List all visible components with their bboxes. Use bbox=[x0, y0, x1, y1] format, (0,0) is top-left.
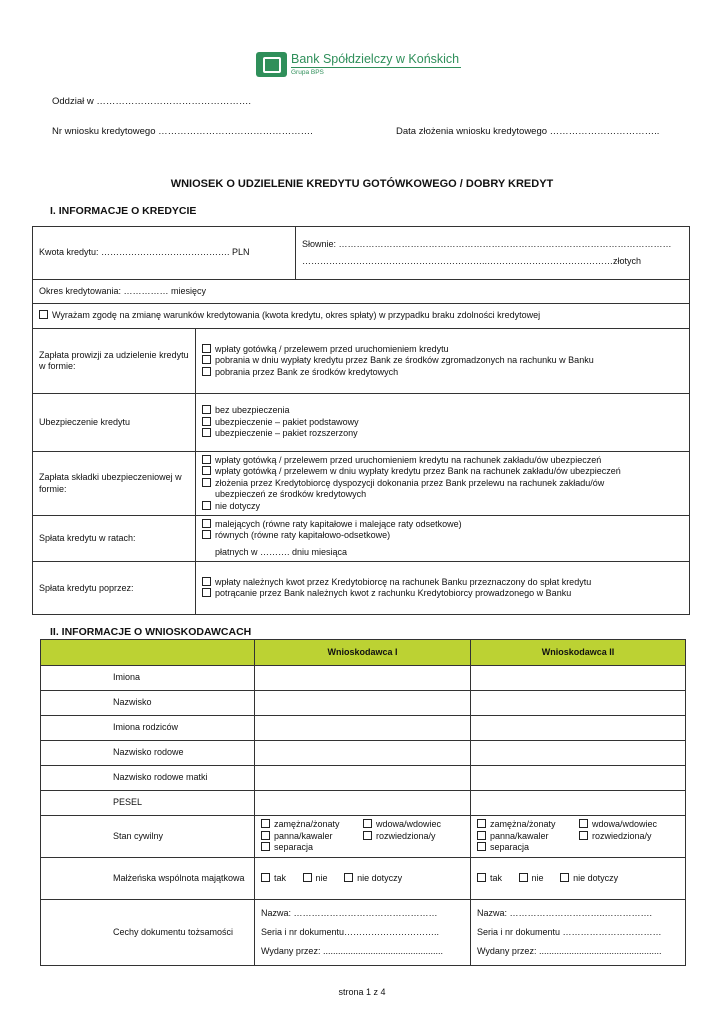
credit-period-field[interactable]: Okres kredytowania: …………… miesięcy bbox=[33, 280, 690, 304]
id-document-label: Cechy dokumentu tożsamości bbox=[41, 900, 255, 966]
insurance-option-checkbox[interactable] bbox=[202, 405, 211, 414]
applicant-2-pesel[interactable] bbox=[471, 791, 686, 816]
commission-option-label: wpłaty gotówką / przelewem przed uruchomieniem kredytu bbox=[215, 343, 449, 354]
applicant-1-id-name[interactable]: Nazwa: ………………………………………… bbox=[261, 908, 438, 918]
commission-option-checkbox[interactable] bbox=[202, 367, 211, 376]
property-checkbox[interactable] bbox=[519, 873, 528, 882]
payment-day-field[interactable]: płatnych w ………. dniu miesiąca bbox=[215, 546, 348, 557]
installment-option-checkbox[interactable] bbox=[202, 519, 211, 528]
premium-option-checkbox[interactable] bbox=[202, 478, 211, 487]
applicant-1-id-issuer[interactable]: Wydany przez: ................................................ bbox=[261, 946, 443, 956]
marital-checkbox[interactable] bbox=[579, 831, 588, 840]
property-option-label: nie dotyczy bbox=[357, 872, 403, 883]
repayment-option-label: potrącanie przez Bank należnych kwot z rachunku Kredytobiorcy prowadzonego w Banku bbox=[215, 588, 572, 599]
first-names-label: Imiona bbox=[41, 666, 255, 691]
insurance-option-checkbox[interactable] bbox=[202, 417, 211, 426]
section-1-title: I. INFORMACJE O KREDYCIE bbox=[50, 205, 197, 217]
marital-option-label: wdowa/wdowiec bbox=[376, 819, 442, 830]
applicant-2-id-name[interactable]: Nazwa: …………………………..……………. bbox=[477, 908, 653, 918]
premium-option-label: wpłaty gotówką / przelewem w dniu wypłaty kredytu przez Bank na rachunek zakładu/ów ubezpieczeń bbox=[215, 466, 621, 477]
marital-checkbox[interactable] bbox=[261, 842, 270, 851]
marital-checkbox[interactable] bbox=[363, 819, 372, 828]
joint-property-label: Małżeńska wspólnota majątkowa bbox=[41, 858, 255, 900]
applicant-2-header: Wnioskodawca II bbox=[471, 640, 686, 666]
repayment-option-label: wpłaty należnych kwot przez Kredytobiorcę na rachunek Banku przeznaczony do spłat kredytu bbox=[215, 576, 592, 587]
application-number-line[interactable]: Nr wniosku kredytowego …………………………………………. bbox=[52, 126, 313, 137]
premium-option-label: złożenia przez Kredytobiorcę dyspozycji dokonania przez Bank przelewu na rachunek zakładu/ów bbox=[215, 477, 605, 488]
applicant-2-surname[interactable] bbox=[471, 691, 686, 716]
marital-checkbox[interactable] bbox=[579, 819, 588, 828]
installment-option-label: równych (równe raty kapitałowo-odsetkowe) bbox=[215, 530, 391, 541]
bank-name: Bank Spółdzielczy w Końskich bbox=[291, 52, 460, 66]
applicant-2-mother-family-name[interactable] bbox=[471, 766, 686, 791]
premium-option-checkbox[interactable] bbox=[202, 455, 211, 464]
property-option-label: nie bbox=[315, 872, 328, 883]
applicant-1-parents-names[interactable] bbox=[255, 716, 471, 741]
marital-checkbox[interactable] bbox=[477, 819, 486, 828]
credit-info-table bbox=[32, 226, 690, 615]
marital-checkbox[interactable] bbox=[261, 819, 270, 828]
bank-group: Grupa BPS bbox=[291, 67, 461, 76]
property-option-label: nie dotyczy bbox=[573, 872, 619, 883]
property-option-label: tak bbox=[274, 872, 287, 883]
marital-checkbox[interactable] bbox=[477, 842, 486, 851]
applicant-2-id-issuer[interactable]: Wydany przez: ................................................. bbox=[477, 946, 662, 956]
parents-names-label: Imiona rodziców bbox=[41, 716, 255, 741]
consent-label: Wyrażam zgodę na zmianę warunków kredytowania (kwota kredytu, okres spłaty) w przypadku braku zdolności kredytowej bbox=[52, 310, 541, 321]
marital-option-label: zamężna/żonaty bbox=[490, 819, 556, 830]
premium-option-checkbox[interactable] bbox=[202, 466, 211, 475]
marital-option-label: rozwiedziona/y bbox=[592, 830, 652, 841]
marital-option-label: separacja bbox=[274, 842, 314, 853]
premium-option-label: nie dotyczy bbox=[215, 500, 261, 511]
premium-option-label: wpłaty gotówką / przelewem przed uruchomieniem kredytu na rachunek zakładu/ów ubezpieczeń bbox=[215, 455, 602, 465]
commission-label: Zapłata prowizji za udzielenie kredytu w formie: bbox=[33, 329, 196, 394]
amount-in-words-line1[interactable]: Słownie: ………………………………………………………………………………………………… bbox=[302, 239, 672, 250]
property-checkbox[interactable] bbox=[303, 873, 312, 882]
surname-label: Nazwisko bbox=[41, 691, 255, 716]
commission-option-checkbox[interactable] bbox=[202, 344, 211, 353]
commission-option-label: pobrania w dniu wypłaty kredytu przez Bank ze środków zgromadzonych na rachunku w Banku bbox=[215, 355, 594, 366]
applicant-1-family-name[interactable] bbox=[255, 741, 471, 766]
premium-option-checkbox[interactable] bbox=[202, 501, 211, 510]
bank-logo-icon bbox=[256, 52, 287, 77]
pesel-label: PESEL bbox=[41, 791, 255, 816]
marital-checkbox[interactable] bbox=[363, 831, 372, 840]
repayment-method-label: Spłata kredytu poprzez: bbox=[33, 562, 196, 615]
marital-checkbox[interactable] bbox=[261, 831, 270, 840]
commission-option-label: pobrania przez Bank ze środków kredytowych bbox=[215, 366, 399, 377]
installment-option-label: malejących (równe raty kapitałowe i malejące raty odsetkowe) bbox=[215, 519, 462, 530]
marital-option-label: wdowa/wdowiec bbox=[592, 819, 658, 830]
applicant-1-pesel[interactable] bbox=[255, 791, 471, 816]
installment-option-checkbox[interactable] bbox=[202, 530, 211, 539]
applicant-1-header: Wnioskodawca I bbox=[255, 640, 471, 666]
insurance-label: Ubezpieczenie kredytu bbox=[33, 394, 196, 452]
insurance-option-label: ubezpieczenie – pakiet rozszerzony bbox=[215, 428, 358, 439]
bank-logo bbox=[256, 52, 461, 78]
property-checkbox[interactable] bbox=[344, 873, 353, 882]
insurance-option-label: ubezpieczenie – pakiet podstawowy bbox=[215, 416, 359, 427]
page-number: strona 1 z 4 bbox=[338, 987, 386, 997]
property-option-label: nie bbox=[531, 872, 544, 883]
property-checkbox[interactable] bbox=[261, 873, 270, 882]
property-checkbox[interactable] bbox=[560, 873, 569, 882]
insurance-option-checkbox[interactable] bbox=[202, 428, 211, 437]
marital-option-label: zamężna/żonaty bbox=[274, 819, 340, 830]
section-2-title: II. INFORMACJE O WNIOSKODAWCACH bbox=[50, 626, 252, 638]
commission-option-checkbox[interactable] bbox=[202, 355, 211, 364]
repayment-option-checkbox[interactable] bbox=[202, 588, 211, 597]
applicant-2-id-number[interactable]: Seria i nr dokumentu …………………………… bbox=[477, 927, 662, 937]
insurance-option-label: bez ubezpieczenia bbox=[215, 405, 290, 416]
marital-option-label: rozwiedziona/y bbox=[376, 830, 436, 841]
application-date-line[interactable]: Data złożenia wniosku kredytowego …………………………….. bbox=[396, 126, 660, 137]
applicants-table bbox=[40, 639, 686, 966]
property-option-label: tak bbox=[490, 872, 503, 883]
marital-option-label: separacja bbox=[490, 842, 530, 853]
consent-checkbox[interactable] bbox=[39, 310, 48, 319]
premium-payment-label: Zapłata składki ubezpieczeniowej w formie: bbox=[33, 452, 196, 516]
family-name-label: Nazwisko rodowe bbox=[41, 741, 255, 766]
applicant-1-id-number[interactable]: Seria i nr dokumentu………………………….. bbox=[261, 927, 440, 937]
branch-line[interactable]: Oddział w …………………………………………. bbox=[52, 96, 251, 107]
marital-option-label: panna/kawaler bbox=[274, 830, 333, 841]
mother-family-name-label: Nazwisko rodowe matki bbox=[41, 766, 255, 791]
installments-label: Spłata kredytu w ratach: bbox=[33, 516, 196, 562]
marital-checkbox[interactable] bbox=[477, 831, 486, 840]
property-checkbox[interactable] bbox=[477, 873, 486, 882]
marital-option-label: panna/kawaler bbox=[490, 830, 549, 841]
premium-option-continuation: ubezpieczeń ze środków kredytowych bbox=[215, 489, 367, 500]
applicant-1-first-names[interactable] bbox=[255, 666, 471, 691]
applicant-2-parents-names[interactable] bbox=[471, 716, 686, 741]
credit-amount-field[interactable]: Kwota kredytu: ……………………………………. PLN bbox=[33, 227, 296, 280]
applicant-2-family-name[interactable] bbox=[471, 741, 686, 766]
applicant-1-surname[interactable] bbox=[255, 691, 471, 716]
amount-in-words-line2[interactable]: ……………………………………………………..……………………………………złotych bbox=[302, 255, 642, 266]
repayment-option-checkbox[interactable] bbox=[202, 577, 211, 586]
marital-status-label: Stan cywilny bbox=[41, 816, 255, 858]
applicant-2-first-names[interactable] bbox=[471, 666, 686, 691]
document-title: WNIOSEK O UDZIELENIE KREDYTU GOTÓWKOWEGO / DOBRY KREDYT bbox=[170, 178, 554, 190]
applicant-1-mother-family-name[interactable] bbox=[255, 766, 471, 791]
